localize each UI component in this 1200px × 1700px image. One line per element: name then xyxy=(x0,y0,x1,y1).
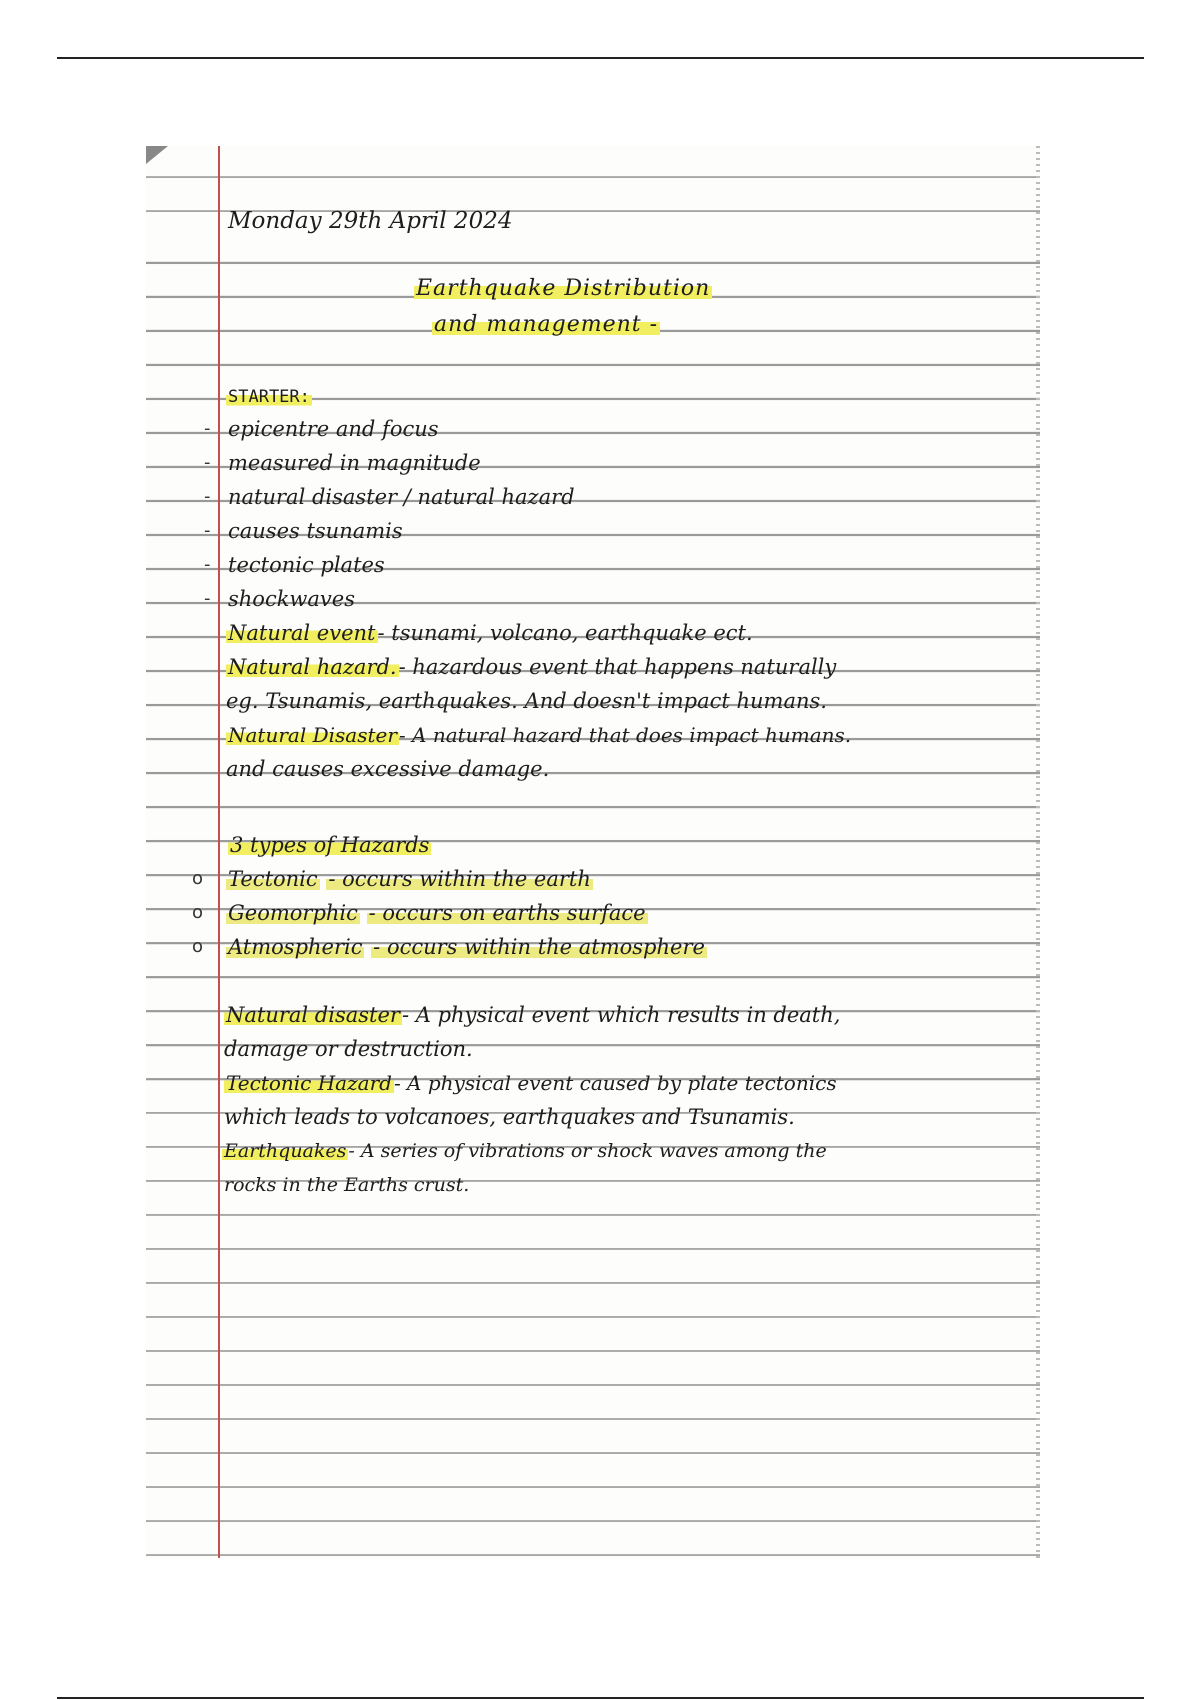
starter-item: natural disaster / natural hazard xyxy=(228,485,575,509)
earthquakes-definition: Earthquakes - A series of vibrations or shock waves among the xyxy=(224,1140,827,1162)
starter-item: tectonic plates xyxy=(228,553,385,577)
tectonic-hazard-definition: Tectonic Hazard - A physical event caused by plate tectonics xyxy=(226,1071,837,1095)
perforated-edge xyxy=(1036,146,1040,1558)
natural-disaster-definition: Natural Disaster - A natural hazard that does impact humans. xyxy=(228,723,852,747)
tectonic-hazard-definition-cont: which leads to volcanoes, earthquakes and Tsunamis. xyxy=(224,1105,795,1129)
starter-item: measured in magnitude xyxy=(228,451,481,475)
starter-bullet-marker: - xyxy=(204,486,211,507)
hazard-type-marker: o xyxy=(192,902,204,923)
earthquakes-definition-cont: rocks in the Earths crust. xyxy=(224,1174,470,1196)
starter-bullet-marker: - xyxy=(204,452,211,473)
hazard-type-item: Tectonic - occurs within the earth xyxy=(228,867,591,891)
natural-disaster-definition-2: Natural disaster- A physical event which results in death, xyxy=(226,1003,841,1027)
starter-heading: STARTER: xyxy=(228,387,310,407)
page-fold-corner xyxy=(146,146,168,164)
top-page-rule xyxy=(57,57,1144,59)
hazard-type-marker: o xyxy=(192,868,204,889)
natural-hazard-definition-cont: eg. Tsunamis, earthquakes. And doesn't impact humans. xyxy=(226,689,827,713)
title-line-2: and management - xyxy=(434,312,659,337)
hazard-type-item: Atmospheric - occurs within the atmosphere xyxy=(228,935,705,959)
hazard-types-heading: 3 types of Hazards xyxy=(230,833,430,857)
bottom-page-rule xyxy=(57,1697,1144,1699)
hazard-type-marker: o xyxy=(192,936,204,957)
starter-bullet-marker: - xyxy=(204,588,211,609)
title-line-1: Earthquake Distribution xyxy=(416,276,711,301)
margin-line xyxy=(218,146,220,1558)
natural-hazard-definition: Natural hazard.- hazardous event that happens naturally xyxy=(228,655,837,679)
starter-item: causes tsunamis xyxy=(228,519,403,543)
starter-item: shockwaves xyxy=(228,587,355,611)
natural-disaster-definition-cont: and causes excessive damage. xyxy=(226,757,550,781)
starter-bullet-marker: - xyxy=(204,520,211,541)
natural-event-definition: Natural event- tsunami, volcano, earthquake ect. xyxy=(228,621,753,645)
starter-item: epicentre and focus xyxy=(228,417,439,441)
notebook-page xyxy=(146,146,1040,1558)
date-line: Monday 29th April 2024 xyxy=(228,208,513,234)
starter-bullet-marker: - xyxy=(204,418,211,439)
starter-bullet-marker: - xyxy=(204,554,211,575)
hazard-type-item: Geomorphic - occurs on earths surface xyxy=(228,901,646,925)
natural-disaster-definition-2-cont: damage or destruction. xyxy=(224,1037,473,1061)
